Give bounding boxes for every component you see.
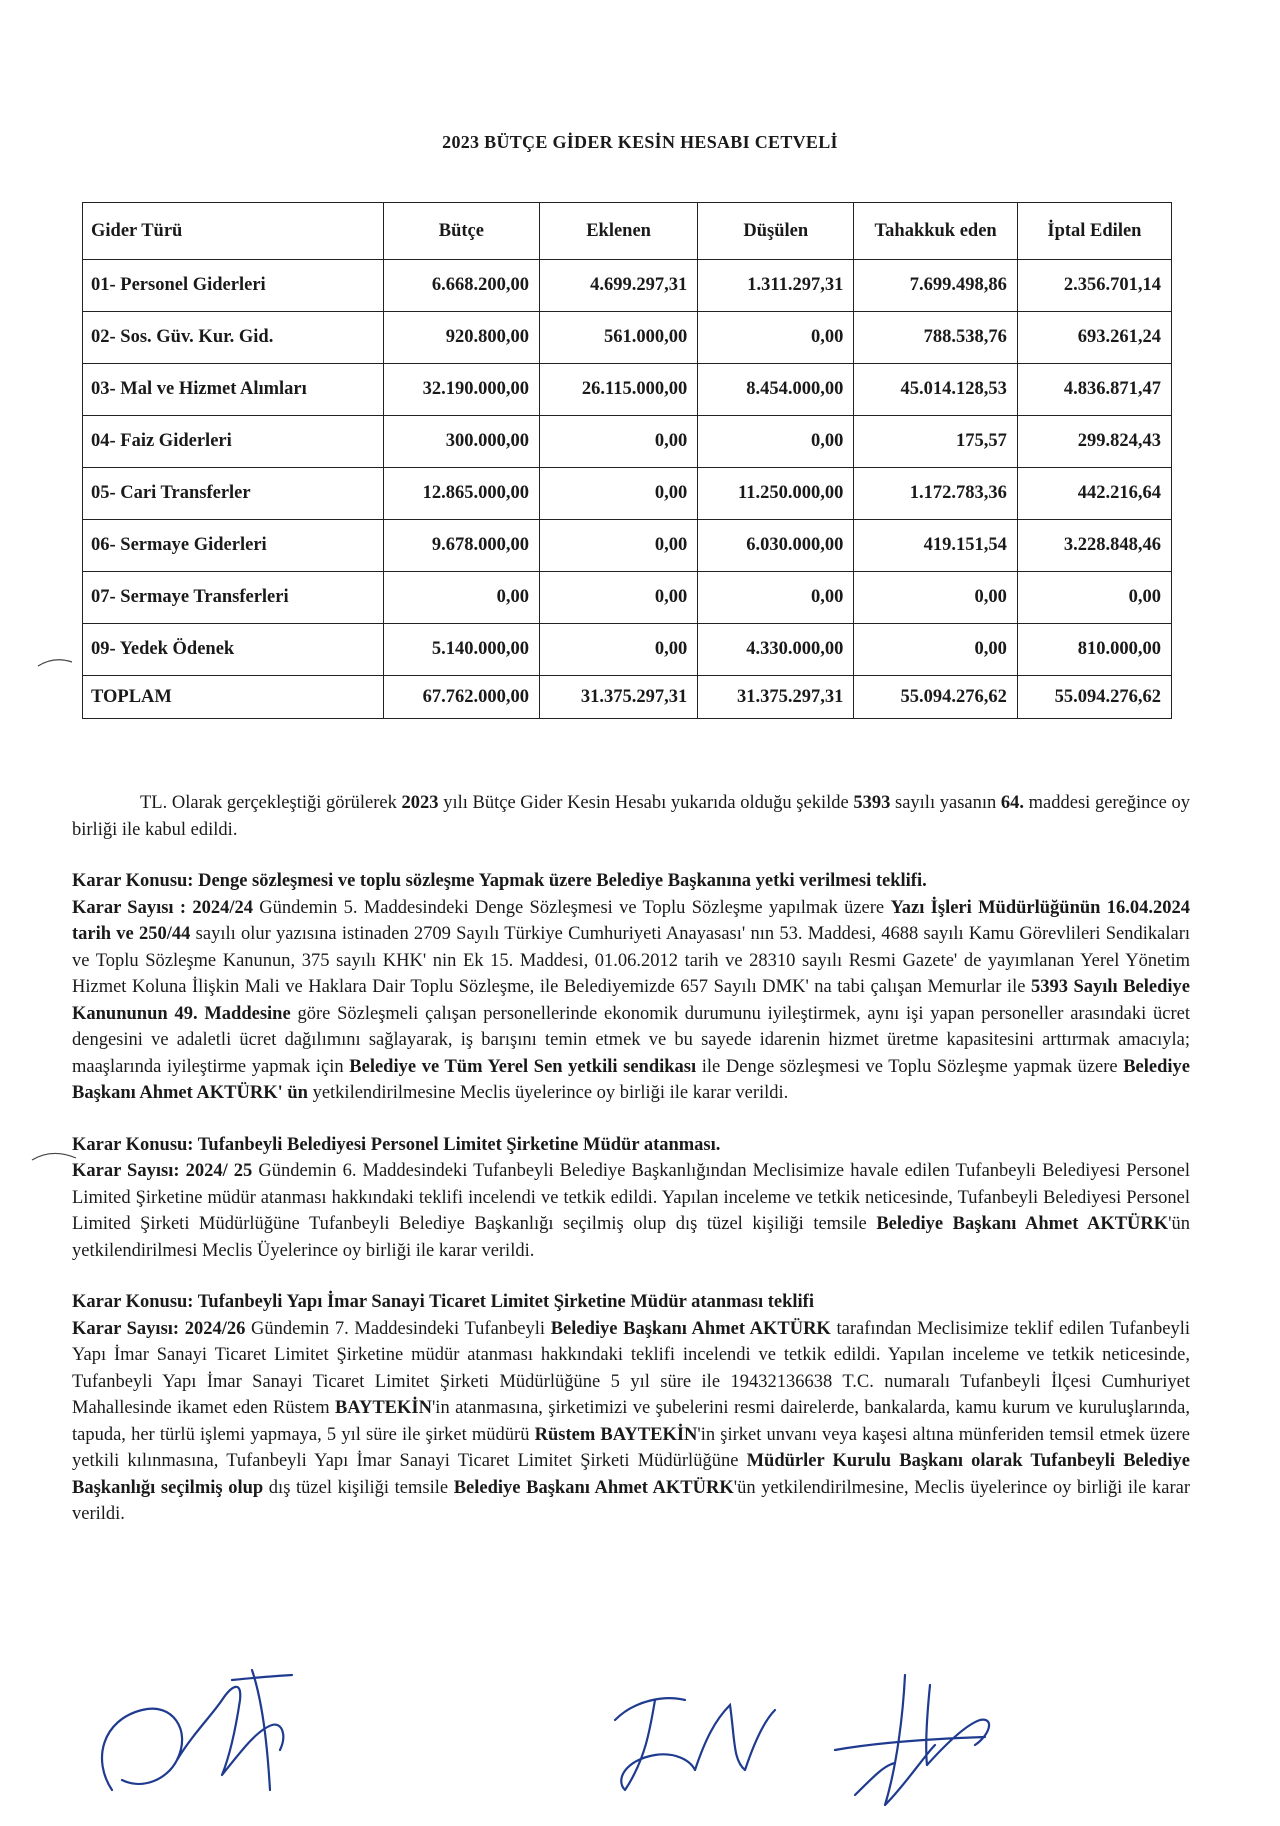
margin-mark <box>30 1148 80 1166</box>
table-row <box>83 312 1172 364</box>
table-row <box>83 364 1172 416</box>
cell-iptal: 4.836.871,47 <box>1017 364 1171 416</box>
cell-dusulen: 4.330.000,00 <box>698 624 854 676</box>
cell-eklenen: 0,00 <box>539 416 697 468</box>
table-total-row <box>83 676 1172 719</box>
cell-butce: 0,00 <box>383 572 539 624</box>
decision-1-subject: Karar Konusu: Denge sözleşmesi ve toplu sözleşme Yapmak üzere Belediye Başkanına yetki verilmesi teklifi. <box>72 871 927 891</box>
header-iptal: İptal Edilen <box>1017 203 1171 260</box>
document-body <box>72 790 1190 1528</box>
cell-eklenen: 561.000,00 <box>539 312 697 364</box>
table-row <box>83 260 1172 312</box>
cell-tahakkuk: 7.699.498,86 <box>854 260 1018 312</box>
document-title: 2023 BÜTÇE GİDER KESİN HESABI CETVELİ <box>442 132 838 152</box>
cell-tahakkuk: 1.172.783,36 <box>854 468 1018 520</box>
signature-left <box>82 1640 342 1810</box>
cell-butce: 6.668.200,00 <box>383 260 539 312</box>
decision-1-body: Karar Sayısı : 2024/24 Gündemin 5. Maddesindeki Denge Sözleşmesi ve Toplu Sözleşme yapılmak üzere Yazı İşleri Müdürlüğünün 16.04.2024 tarih ve 250/44 sayılı olur yazısına istinaden 2709 Sayılı Türkiye Cumhuriyeti Anayasası' nın 53. Maddesi, 4688 sayılı Kamu Görevlileri Sendikaları ve Toplu Sözleşme Kanunun, 375 sayılı KHK' nin Ek 15. Maddesi, 01.06.2012 tarih ve 28310 sayılı Resmi Gazete' de yayımlanan Yerel Yönetim Hizmet Koluna İlişkin Mali ve Haklara Dair Toplu Sözleşme, ile Belediyemizde 657 Sayılı DMK' na tabi çalışan Memurlar ile 5393 Sayılı Belediye Kanununun 49. Maddesine göre Sözleşmeli çalışan personellerinde ekonomik durumunu iyileştirmek, aynı işi yapan personeller arasındaki ücret dengesini ve adaletli ücret dağılımını sağlayarak, iş barışını temin etmek ve bu sayede idarenin hizmet üretme kapasitesini arttırmak amacıyla; maaşlarında iyileştirme yapmak için Belediye ve Tüm Yerel Sen yetkili sendikası ile Denge sözleşmesi ve Toplu Sözleşme yapmak üzere Belediye Başkanı Ahmet AKTÜRK' ün yetkilendirilmesine Meclis üyelerince oy birliği ile karar verildi. <box>72 897 1191 1103</box>
cell-eklenen: 0,00 <box>539 624 697 676</box>
table-row <box>83 520 1172 572</box>
cell-butce: 9.678.000,00 <box>383 520 539 572</box>
cell-eklenen: 0,00 <box>539 572 697 624</box>
header-butce: Bütçe <box>383 203 539 260</box>
cell-total-eklenen: 31.375.297,31 <box>539 676 697 719</box>
signature-right <box>815 1655 1015 1820</box>
decision-2-body: Karar Sayısı: 2024/ 25 Gündemin 6. Maddesindeki Tufanbeyli Belediye Başkanlığından Meclisimize havale edilen Tufanbeyli Belediyesi Personel Limited Şirketine müdür atanması hakkındaki teklifi incelendi ve tetkik edildi. Yapılan inceleme ve tetkik neticesinde, Tufanbeyli Belediyesi Personel Limited Şirketi Müdürlüğüne Tufanbeyli Belediye Başkanlığı seçilmiş olup dış tüzel kişiliği temsile Belediye Başkanı Ahmet AKTÜRK'ün yetkilendirilmesi Meclis Üyelerince oy birliği ile karar verildi. <box>72 1161 1190 1261</box>
cell-gider-turu: 06- Sermaye Giderleri <box>83 520 384 572</box>
cell-gider-turu: 05- Cari Transferler <box>83 468 384 520</box>
cell-gider-turu: 09- Yedek Ödenek <box>83 624 384 676</box>
cell-gider-turu: 01- Personel Giderleri <box>83 260 384 312</box>
cell-iptal: 810.000,00 <box>1017 624 1171 676</box>
cell-dusulen: 0,00 <box>698 416 854 468</box>
cell-dusulen: 0,00 <box>698 312 854 364</box>
cell-butce: 300.000,00 <box>383 416 539 468</box>
cell-eklenen: 4.699.297,31 <box>539 260 697 312</box>
cell-dusulen: 6.030.000,00 <box>698 520 854 572</box>
cell-butce: 5.140.000,00 <box>383 624 539 676</box>
table-row <box>83 468 1172 520</box>
table-row <box>83 572 1172 624</box>
cell-gider-turu: 02- Sos. Güv. Kur. Gid. <box>83 312 384 364</box>
cell-total-tahakkuk: 55.094.276,62 <box>854 676 1018 719</box>
cell-tahakkuk: 175,57 <box>854 416 1018 468</box>
signature-center <box>595 1660 795 1810</box>
decision-2-subject: Karar Konusu: Tufanbeyli Belediyesi Personel Limitet Şirketine Müdür atanması. <box>72 1134 721 1155</box>
cell-dusulen: 1.311.297,31 <box>698 260 854 312</box>
cell-tahakkuk: 788.538,76 <box>854 312 1018 364</box>
cell-gider-turu: 04- Faiz Giderleri <box>83 416 384 468</box>
cell-total-iptal: 55.094.276,62 <box>1017 676 1171 719</box>
cell-tahakkuk: 0,00 <box>854 624 1018 676</box>
header-gider-turu: Gider Türü <box>83 203 384 260</box>
header-tahakkuk: Tahakkuk eden <box>854 203 1018 260</box>
cell-iptal: 442.216,64 <box>1017 468 1171 520</box>
cell-tahakkuk: 0,00 <box>854 572 1018 624</box>
cell-eklenen: 0,00 <box>539 520 697 572</box>
cell-iptal: 693.261,24 <box>1017 312 1171 364</box>
cell-total-label: TOPLAM <box>83 676 384 719</box>
cell-iptal: 299.824,43 <box>1017 416 1171 468</box>
decision-3-body: Karar Sayısı: 2024/26 Gündemin 7. Maddesindeki Tufanbeyli Belediye Başkanı Ahmet AKTÜRK tarafından Meclisimize teklif edilen Tufanbeyli Yapı İmar Sanayi Ticaret Limitet Şirketine müdür atanması hakkındaki teklifi incelendi ve tetkik edildi. Yapılan inceleme ve tetkik neticesinde, Tufanbeyli Yapı İmar Sanayi Ticaret Limitet Şirketi Müdürlüğüne 5 yıl süre ile 19432136638 T.C. numaralı Tufanbeyli İlçesi Cumhuriyet Mahallesinde ikamet eden Rüstem BAYTEKİN'in atanmasına, şirketimizi ve şubelerini resmi dairelerde, bankalarda, kamu kurum ve kuruluşlarında, tapuda, her türlü işlemi yapmaya, 5 yıl süre ile şirket müdürü Rüstem BAYTEKİN'in şirket unvanı veya kaşesi altına münferiden temsil etmek üzere yetkili kılınmasına, Tufanbeyli Yapı İmar Sanayi Ticaret Limitet Şirketi Müdürlüğüne Müdürler Kurulu Başkanı olarak Tufanbeyli Belediye Başkanlığı seçilmiş olup dış tüzel kişiliği temsile Belediye Başkanı Ahmet AKTÜRK'ün yetkilendirilmesine, Meclis üyelerince oy birliği ile karar verildi. <box>72 1318 1191 1524</box>
header-dusulen: Düşülen <box>698 203 854 260</box>
cell-total-dusulen: 31.375.297,31 <box>698 676 854 719</box>
cell-eklenen: 26.115.000,00 <box>539 364 697 416</box>
cell-dusulen: 8.454.000,00 <box>698 364 854 416</box>
cell-butce: 12.865.000,00 <box>383 468 539 520</box>
table-row <box>83 416 1172 468</box>
cell-eklenen: 0,00 <box>539 468 697 520</box>
header-eklenen: Eklenen <box>539 203 697 260</box>
cell-gider-turu: 03- Mal ve Hizmet Alımları <box>83 364 384 416</box>
cell-gider-turu: 07- Sermaye Transferleri <box>83 572 384 624</box>
cell-butce: 32.190.000,00 <box>383 364 539 416</box>
cell-butce: 920.800,00 <box>383 312 539 364</box>
cell-dusulen: 0,00 <box>698 572 854 624</box>
cell-iptal: 0,00 <box>1017 572 1171 624</box>
budget-table <box>82 202 1172 719</box>
cell-dusulen: 11.250.000,00 <box>698 468 854 520</box>
margin-mark <box>36 654 76 670</box>
table-row <box>83 624 1172 676</box>
decision-3-subject: Karar Konusu: Tufanbeyli Yapı İmar Sanayi Ticaret Limitet Şirketine Müdür atanması teklifi <box>72 1292 814 1312</box>
cell-tahakkuk: 419.151,54 <box>854 520 1018 572</box>
table-header-row <box>83 203 1172 260</box>
cell-iptal: 2.356.701,14 <box>1017 260 1171 312</box>
cell-total-butce: 67.762.000,00 <box>383 676 539 719</box>
cell-tahakkuk: 45.014.128,53 <box>854 364 1018 416</box>
cell-iptal: 3.228.848,46 <box>1017 520 1171 572</box>
budget-approval-paragraph: TL. Olarak gerçekleştiği görülerek 2023 yılı Bütçe Gider Kesin Hesabı yukarıda olduğu şekilde 5393 sayılı yasanın 64. maddesi gereğince oy birliği ile kabul edildi. <box>72 793 1190 840</box>
